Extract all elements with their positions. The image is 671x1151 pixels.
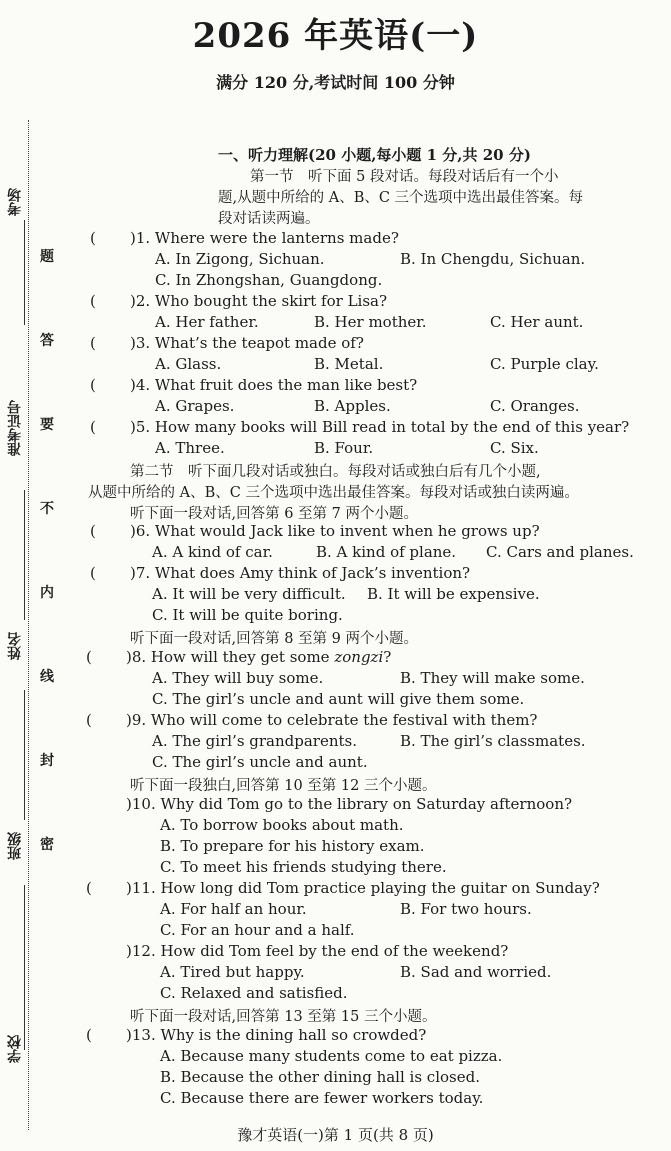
option: C. The girl’s uncle and aunt. [152,753,368,771]
option: B. For two hours. [400,900,532,918]
option: C. For an hour and a half. [160,921,355,939]
field-line-xingming [24,690,25,820]
part2-instruction: 第二节 听下面几段对话或独白。每段对话或独白后有几个小题, [130,464,541,480]
seal-char: 要 [40,417,54,433]
answer-paren: ( [90,334,96,352]
page-footer: 豫才英语(一)第 1 页(共 8 页) [237,1126,434,1144]
question-stem-italic: zongzi [334,648,384,666]
answer-paren: ( [86,711,92,729]
question-stem-end: ? [383,648,392,666]
option: A. They will buy some. [152,669,324,687]
part1-instruction: 第一节 听下面 5 段对话。每段对话后有一个小 [250,169,559,185]
option: A. Because many students come to eat pizza. [160,1047,503,1065]
binding-dotted-line [28,120,29,1130]
option: B. Because the other dining hall is closed. [160,1068,480,1086]
option: C. Relaxed and satisfied. [160,984,348,1002]
option: B. A kind of plane. [316,543,457,561]
option: C. In Zhongshan, Guangdong. [155,271,383,289]
field-label-xingming: 姓名 [7,632,23,660]
answer-paren: ( [90,418,96,436]
option: B. Metal. [314,355,384,373]
binding-margin [0,100,70,1130]
question-stem [126,648,391,666]
exam-title: 2026 年英语(一) [192,16,479,56]
option: C. Purple clay. [490,355,599,373]
part1-instruction: 题,从题中所给的 A、B、C 三个选项中选出最佳答案。每 [218,190,584,206]
question-stem: )5. How many books will Bill read in total by the end of this year? [130,418,630,436]
option: A. In Zigong, Sichuan. [155,250,325,268]
answer-paren: ( [86,879,92,897]
question-stem: )2. Who bought the skirt for Lisa? [130,292,388,310]
answer-paren: ( [90,522,96,540]
option: A. For half an hour. [160,900,307,918]
option: B. Four. [314,439,374,457]
seal-char: 答 [40,333,54,349]
option: C. The girl’s uncle and aunt will give them some. [152,690,525,708]
option: B. Her mother. [314,313,427,331]
option: C. To meet his friends studying there. [160,858,447,876]
seal-char: 不 [40,501,54,517]
field-line-zhunkaozheng [24,490,25,620]
seal-char: 内 [40,585,54,601]
option: C. Oranges. [490,397,580,415]
option: B. Apples. [314,397,391,415]
question-stem: )4. What fruit does the man like best? [130,376,418,394]
part1-instruction: 段对话读两遍。 [218,211,320,227]
field-label-kaochang: 考场 [7,188,23,216]
answer-paren: ( [86,1026,92,1044]
option: A. The girl’s grandparents. [152,732,358,750]
question-stem: )10. Why did Tom go to the library on Saturday afternoon? [126,795,573,813]
option: A. It will be very difficult. [152,585,346,603]
option: B. In Chengdu, Sichuan. [400,250,586,268]
option: C. Cars and planes. [486,543,634,561]
option: A. Glass. [155,355,222,373]
answer-paren: ( [90,229,96,247]
question-stem: )12. How did Tom feel by the end of the weekend? [126,942,509,960]
seal-char: 题 [40,249,54,265]
option: A. Her father. [155,313,259,331]
field-line-kaochang [24,220,25,325]
option: A. A kind of car. [152,543,273,561]
field-label-banji: 班级 [7,832,23,860]
dialog-instruction: 听下面一段对话,回答第 6 至第 7 两个小题。 [130,506,418,522]
option: A. Grapes. [155,397,235,415]
question-stem: )9. Who will come to celebrate the festival with them? [126,711,538,729]
answer-paren: ( [90,376,96,394]
option: C. Six. [490,439,539,457]
question-stem: )1. Where were the lanterns made? [130,229,399,247]
option: B. Sad and worried. [400,963,552,981]
seal-char: 线 [40,669,54,685]
answer-paren: ( [86,648,92,666]
option: B. To prepare for his history exam. [160,837,425,855]
option: C. Her aunt. [490,313,584,331]
option: A. Tired but happy. [160,963,305,981]
dialog-instruction: 听下面一段对话,回答第 13 至第 15 三个小题。 [130,1009,437,1025]
section-title: 一、听力理解(20 小题,每小题 1 分,共 20 分) [218,146,531,164]
question-stem: )11. How long did Tom practice playing the guitar on Sunday? [126,879,600,897]
option: B. The girl’s classmates. [400,732,586,750]
field-label-zhunkaozheng: 准考证号 [7,400,23,456]
seal-char: 密 [40,837,54,853]
field-line-banji [24,885,25,1050]
answer-paren: ( [90,292,96,310]
part2-instruction: 从题中所给的 A、B、C 三个选项中选出最佳答案。每段对话或独白读两遍。 [88,485,579,501]
seal-char: 封 [40,753,54,769]
option: A. To borrow books about math. [160,816,404,834]
exam-subtitle: 满分 120 分,考试时间 100 分钟 [216,73,455,92]
option: B. They will make some. [400,669,585,687]
question-stem: )6. What would Jack like to invent when he grows up? [130,522,540,540]
monologue-instruction: 听下面一段独白,回答第 10 至第 12 三个小题。 [130,778,437,794]
option: C. Because there are fewer workers today. [160,1089,484,1107]
option: A. Three. [155,439,225,457]
answer-paren: ( [90,564,96,582]
question-stem: )13. Why is the dining hall so crowded? [126,1026,427,1044]
option: C. It will be quite boring. [152,606,343,624]
question-stem: )3. What’s the teapot made of? [130,334,364,352]
option: B. It will be expensive. [367,585,540,603]
dialog-instruction: 听下面一段对话,回答第 8 至第 9 两个小题。 [130,631,418,647]
question-stem: )7. What does Amy think of Jack’s invention? [130,564,471,582]
question-stem-text: )8. How will they get some [126,648,335,666]
field-label-xuexiao: 学校 [7,1035,23,1063]
